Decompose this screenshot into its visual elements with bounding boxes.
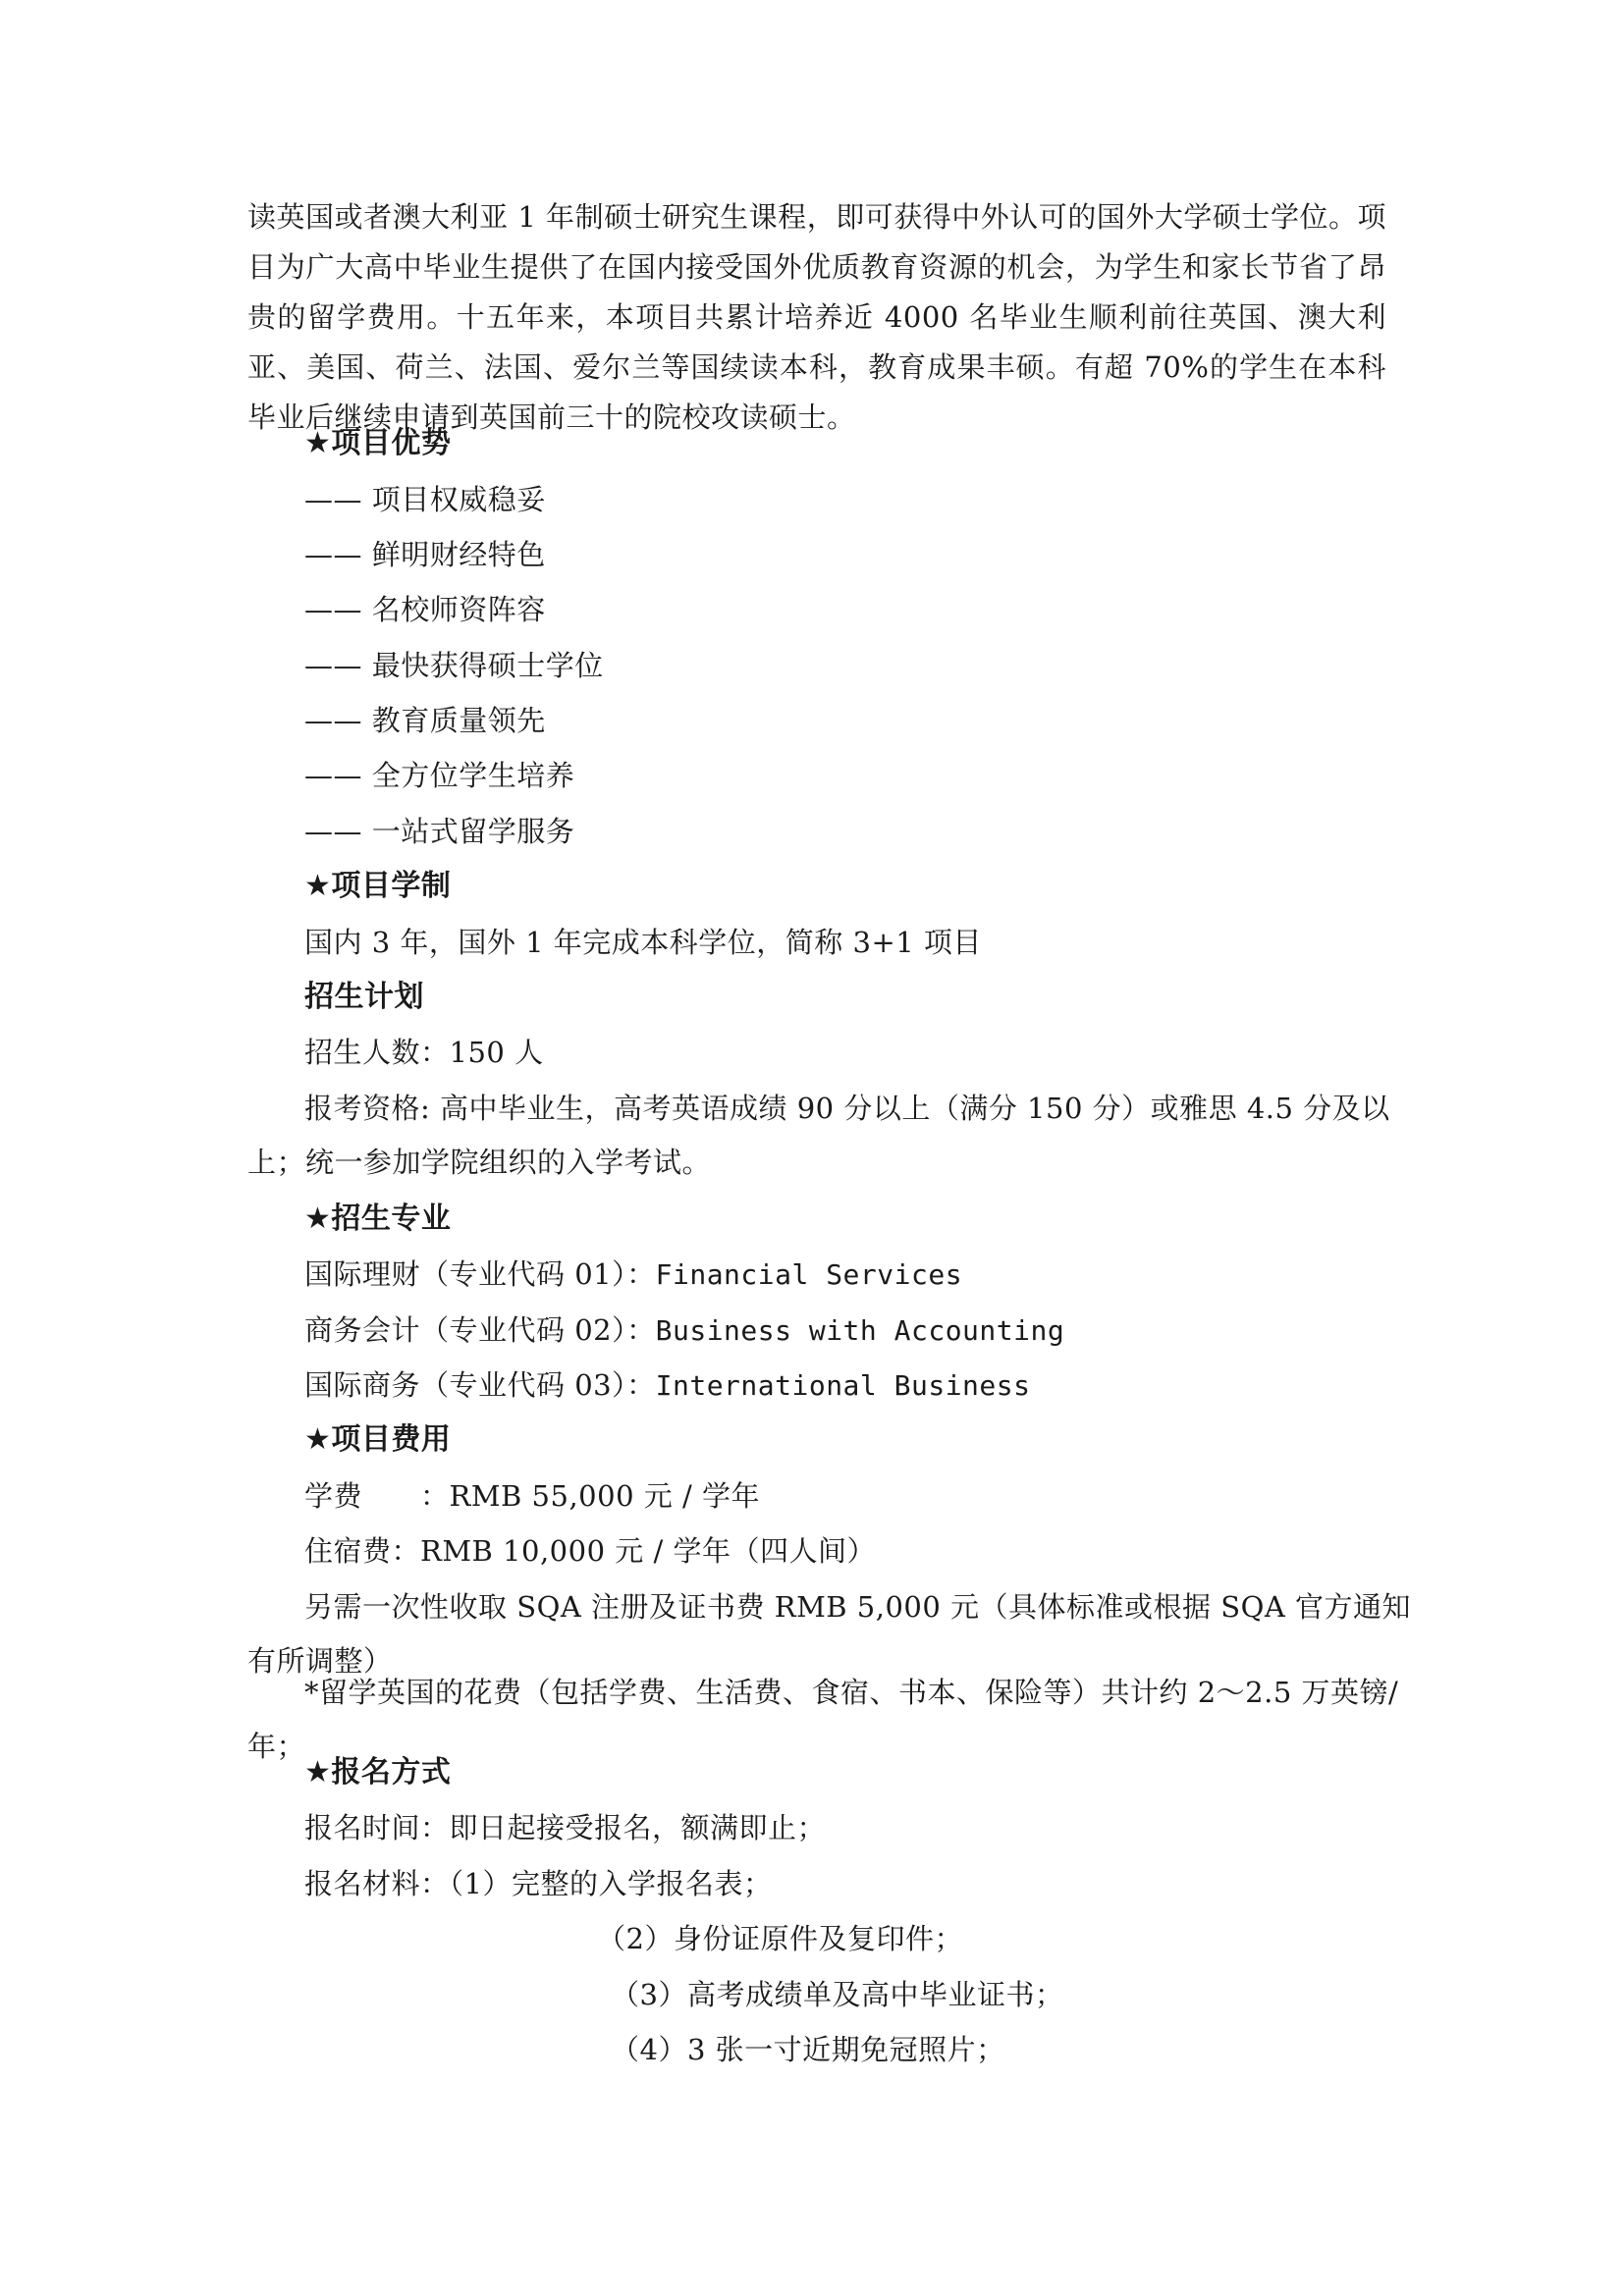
sqa-fee: 另需一次性收取 SQA 注册及证书费 RMB 5,000 元（具体标准或根据 SQA 官方通知有所调整） bbox=[247, 1590, 1412, 1678]
application-time: 报名时间：即日起接受报名，额满即止； bbox=[304, 1811, 827, 1844]
major-cn-name: 商务会计（专业代码 02）： bbox=[304, 1313, 656, 1347]
material-item: （2）身份证原件及复印件； bbox=[597, 1922, 963, 1955]
major-cn-name: 国际商务（专业代码 03）： bbox=[304, 1368, 656, 1402]
enrollment-count: 招生人数：150 人 bbox=[304, 1036, 544, 1069]
major-item bbox=[304, 1310, 1064, 1351]
advantage-item: —— 鲜明财经特色 bbox=[304, 538, 546, 571]
advantage-item: —— 教育质量领先 bbox=[304, 704, 546, 737]
duration-heading: ★项目学制 bbox=[304, 869, 452, 903]
advantage-item: —— 最快获得硕士学位 bbox=[304, 649, 604, 682]
tuition-fee: 学费 ：RMB 55,000 元 / 学年 bbox=[304, 1479, 760, 1513]
advantage-item: —— 名校师资阵容 bbox=[304, 593, 546, 626]
uk-cost-note: *留学英国的花费（包括学费、生活费、食宿、书本、保险等）共计约 2～2.5 万英镑/年； bbox=[247, 1676, 1399, 1763]
majors-heading: ★招生专业 bbox=[304, 1201, 452, 1236]
major-item bbox=[304, 1365, 1031, 1406]
advantage-item: —— 项目权威稳妥 bbox=[304, 483, 546, 516]
intro-paragraph: 读英国或者澳大利亚 1 年制硕士研究生课程，即可获得中外认可的国外大学硕士学位。项目为广大高中毕业生提供了在国内接受国外优质教育资源的机会，为学生和家长节省了昂贵的留学费用。十五年来，本项目共累计培养近 4000 名毕业生顺利前往英国、澳大利亚、美国、荷兰、法国、爱尔兰等国续读本科，教育成果丰硕。有超 70%的学生在本科毕业后继续申请到英国前三十的院校攻读硕士。 bbox=[247, 200, 1386, 434]
material-item: （3）高考成绩单及高中毕业证书； bbox=[611, 1978, 1064, 2011]
enrollment-eligibility: 报考资格: 高中毕业生，高考英语成绩 90 分以上（满分 150 分）或雅思 4.5 分及以上；统一参加学院组织的入学考试。 bbox=[247, 1092, 1390, 1179]
major-item bbox=[304, 1255, 962, 1295]
major-cn-name: 国际理财（专业代码 01）： bbox=[304, 1257, 656, 1291]
enrollment-heading: 招生计划 bbox=[304, 980, 424, 1014]
advantages-heading: ★项目优势 bbox=[304, 426, 452, 460]
fees-heading: ★项目费用 bbox=[304, 1422, 452, 1457]
material-item: （1）完整的入学报名表； bbox=[449, 1867, 773, 1900]
major-en-name: International Business bbox=[655, 1369, 1031, 1402]
materials-line bbox=[304, 1864, 772, 1903]
material-item: （4）3 张一寸近期免冠照片； bbox=[611, 2033, 1005, 2066]
major-en-name: Business with Accounting bbox=[655, 1314, 1065, 1347]
duration-text: 国内 3 年，国外 1 年完成本科学位，简称 3+1 项目 bbox=[304, 926, 982, 959]
housing-fee: 住宿费：RMB 10,000 元 / 学年（四人间） bbox=[304, 1534, 876, 1568]
application-heading: ★报名方式 bbox=[304, 1755, 452, 1789]
advantage-item: —— 全方位学生培养 bbox=[304, 759, 575, 792]
materials-label: 报名材料： bbox=[304, 1867, 450, 1900]
major-en-name: Financial Services bbox=[655, 1258, 963, 1291]
advantage-item: —— 一站式留学服务 bbox=[304, 815, 575, 848]
